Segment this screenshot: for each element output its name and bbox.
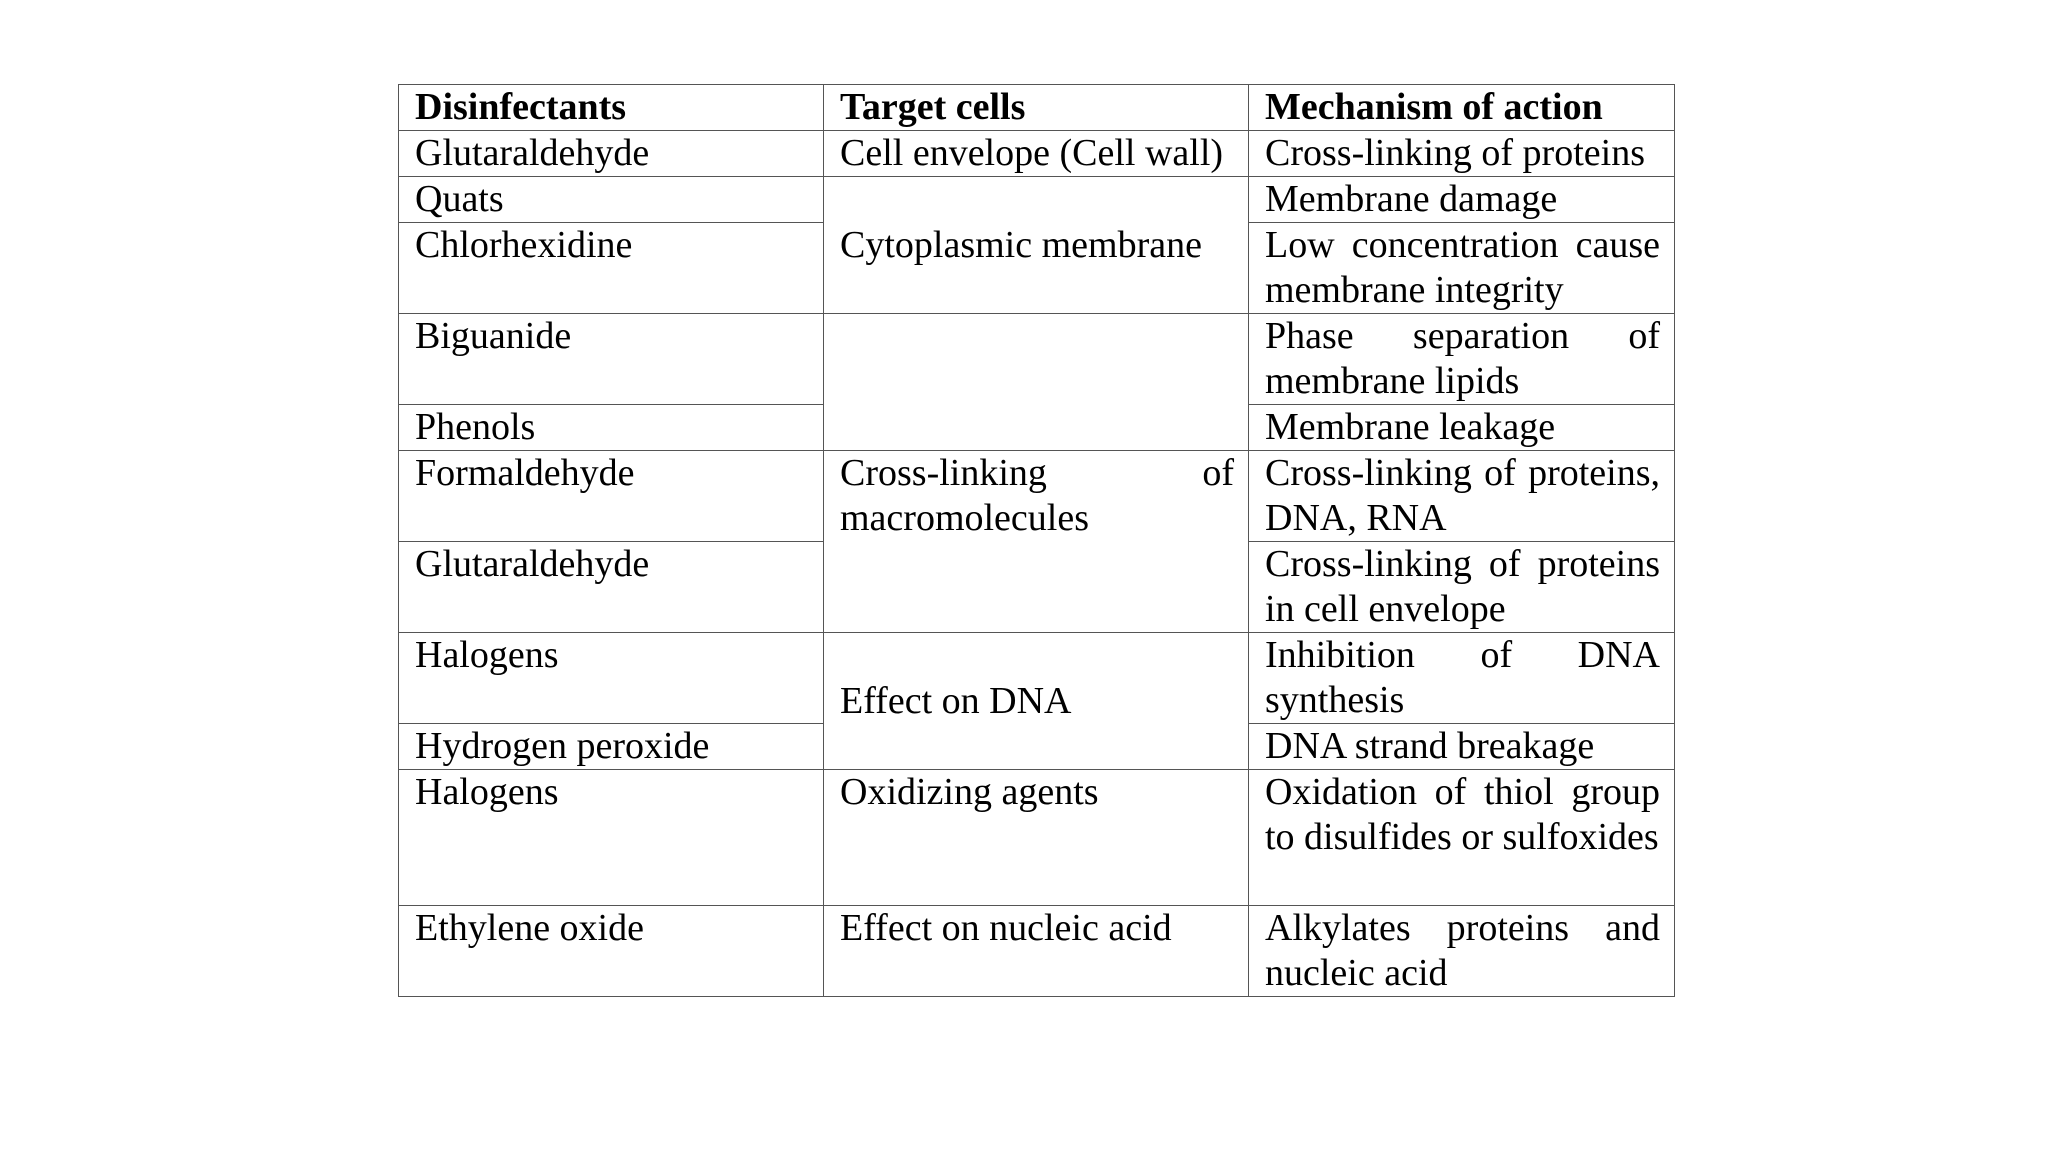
- disinfectant-cell: Chlorhexidine: [399, 223, 824, 314]
- header-disinfectants: Disinfectants: [399, 85, 824, 131]
- disinfectant-cell: Halogens: [399, 770, 824, 906]
- target-cell: Effect on DNA: [824, 633, 1249, 770]
- mechanism-cell: Membrane damage: [1249, 177, 1675, 223]
- table-row: [399, 770, 1675, 906]
- table-header-row: [399, 85, 1675, 131]
- disinfectant-cell: Phenols: [399, 405, 824, 451]
- header-mechanism: Mechanism of action: [1249, 85, 1675, 131]
- mechanism-cell: Inhibition of DNA synthesis: [1249, 633, 1675, 724]
- mechanism-cell: Alkylates proteins and nucleic acid: [1249, 906, 1675, 997]
- disinfectant-cell: Biguanide: [399, 314, 824, 405]
- table-row: [399, 633, 1675, 724]
- mechanism-cell: Low concentration cause membrane integrity: [1249, 223, 1675, 314]
- header-target-cells: Target cells: [824, 85, 1249, 131]
- disinfectant-cell: Glutaraldehyde: [399, 542, 824, 633]
- target-cell: [824, 314, 1249, 451]
- table-row: [399, 451, 1675, 542]
- table-row: [399, 906, 1675, 997]
- disinfectant-cell: Glutaraldehyde: [399, 131, 824, 177]
- disinfectant-cell: Formaldehyde: [399, 451, 824, 542]
- disinfectant-table-container: [398, 84, 1674, 997]
- disinfectant-cell: Ethylene oxide: [399, 906, 824, 997]
- target-cell: Cross-linking of macromolecules: [824, 451, 1249, 633]
- disinfectant-table: [398, 84, 1675, 997]
- mechanism-cell: Membrane leakage: [1249, 405, 1675, 451]
- target-cell: Oxidizing agents: [824, 770, 1249, 906]
- table-row: [399, 314, 1675, 405]
- disinfectant-cell: Hydrogen peroxide: [399, 724, 824, 770]
- mechanism-cell: DNA strand breakage: [1249, 724, 1675, 770]
- mechanism-cell: Cross-linking of proteins, DNA, RNA: [1249, 451, 1675, 542]
- table-row: [399, 131, 1675, 177]
- disinfectant-cell: Quats: [399, 177, 824, 223]
- disinfectant-cell: Halogens: [399, 633, 824, 724]
- table-row: [399, 177, 1675, 223]
- mechanism-cell: Phase separation of membrane lipids: [1249, 314, 1675, 405]
- mechanism-cell: Cross-linking of proteins in cell envelope: [1249, 542, 1675, 633]
- mechanism-cell: Oxidation of thiol group to disulfides or sulfoxides: [1249, 770, 1675, 906]
- target-cell: Cytoplasmic membrane: [824, 177, 1249, 314]
- target-cell: Cell envelope (Cell wall): [824, 131, 1249, 177]
- mechanism-cell: Cross-linking of proteins: [1249, 131, 1675, 177]
- target-cell: Effect on nucleic acid: [824, 906, 1249, 997]
